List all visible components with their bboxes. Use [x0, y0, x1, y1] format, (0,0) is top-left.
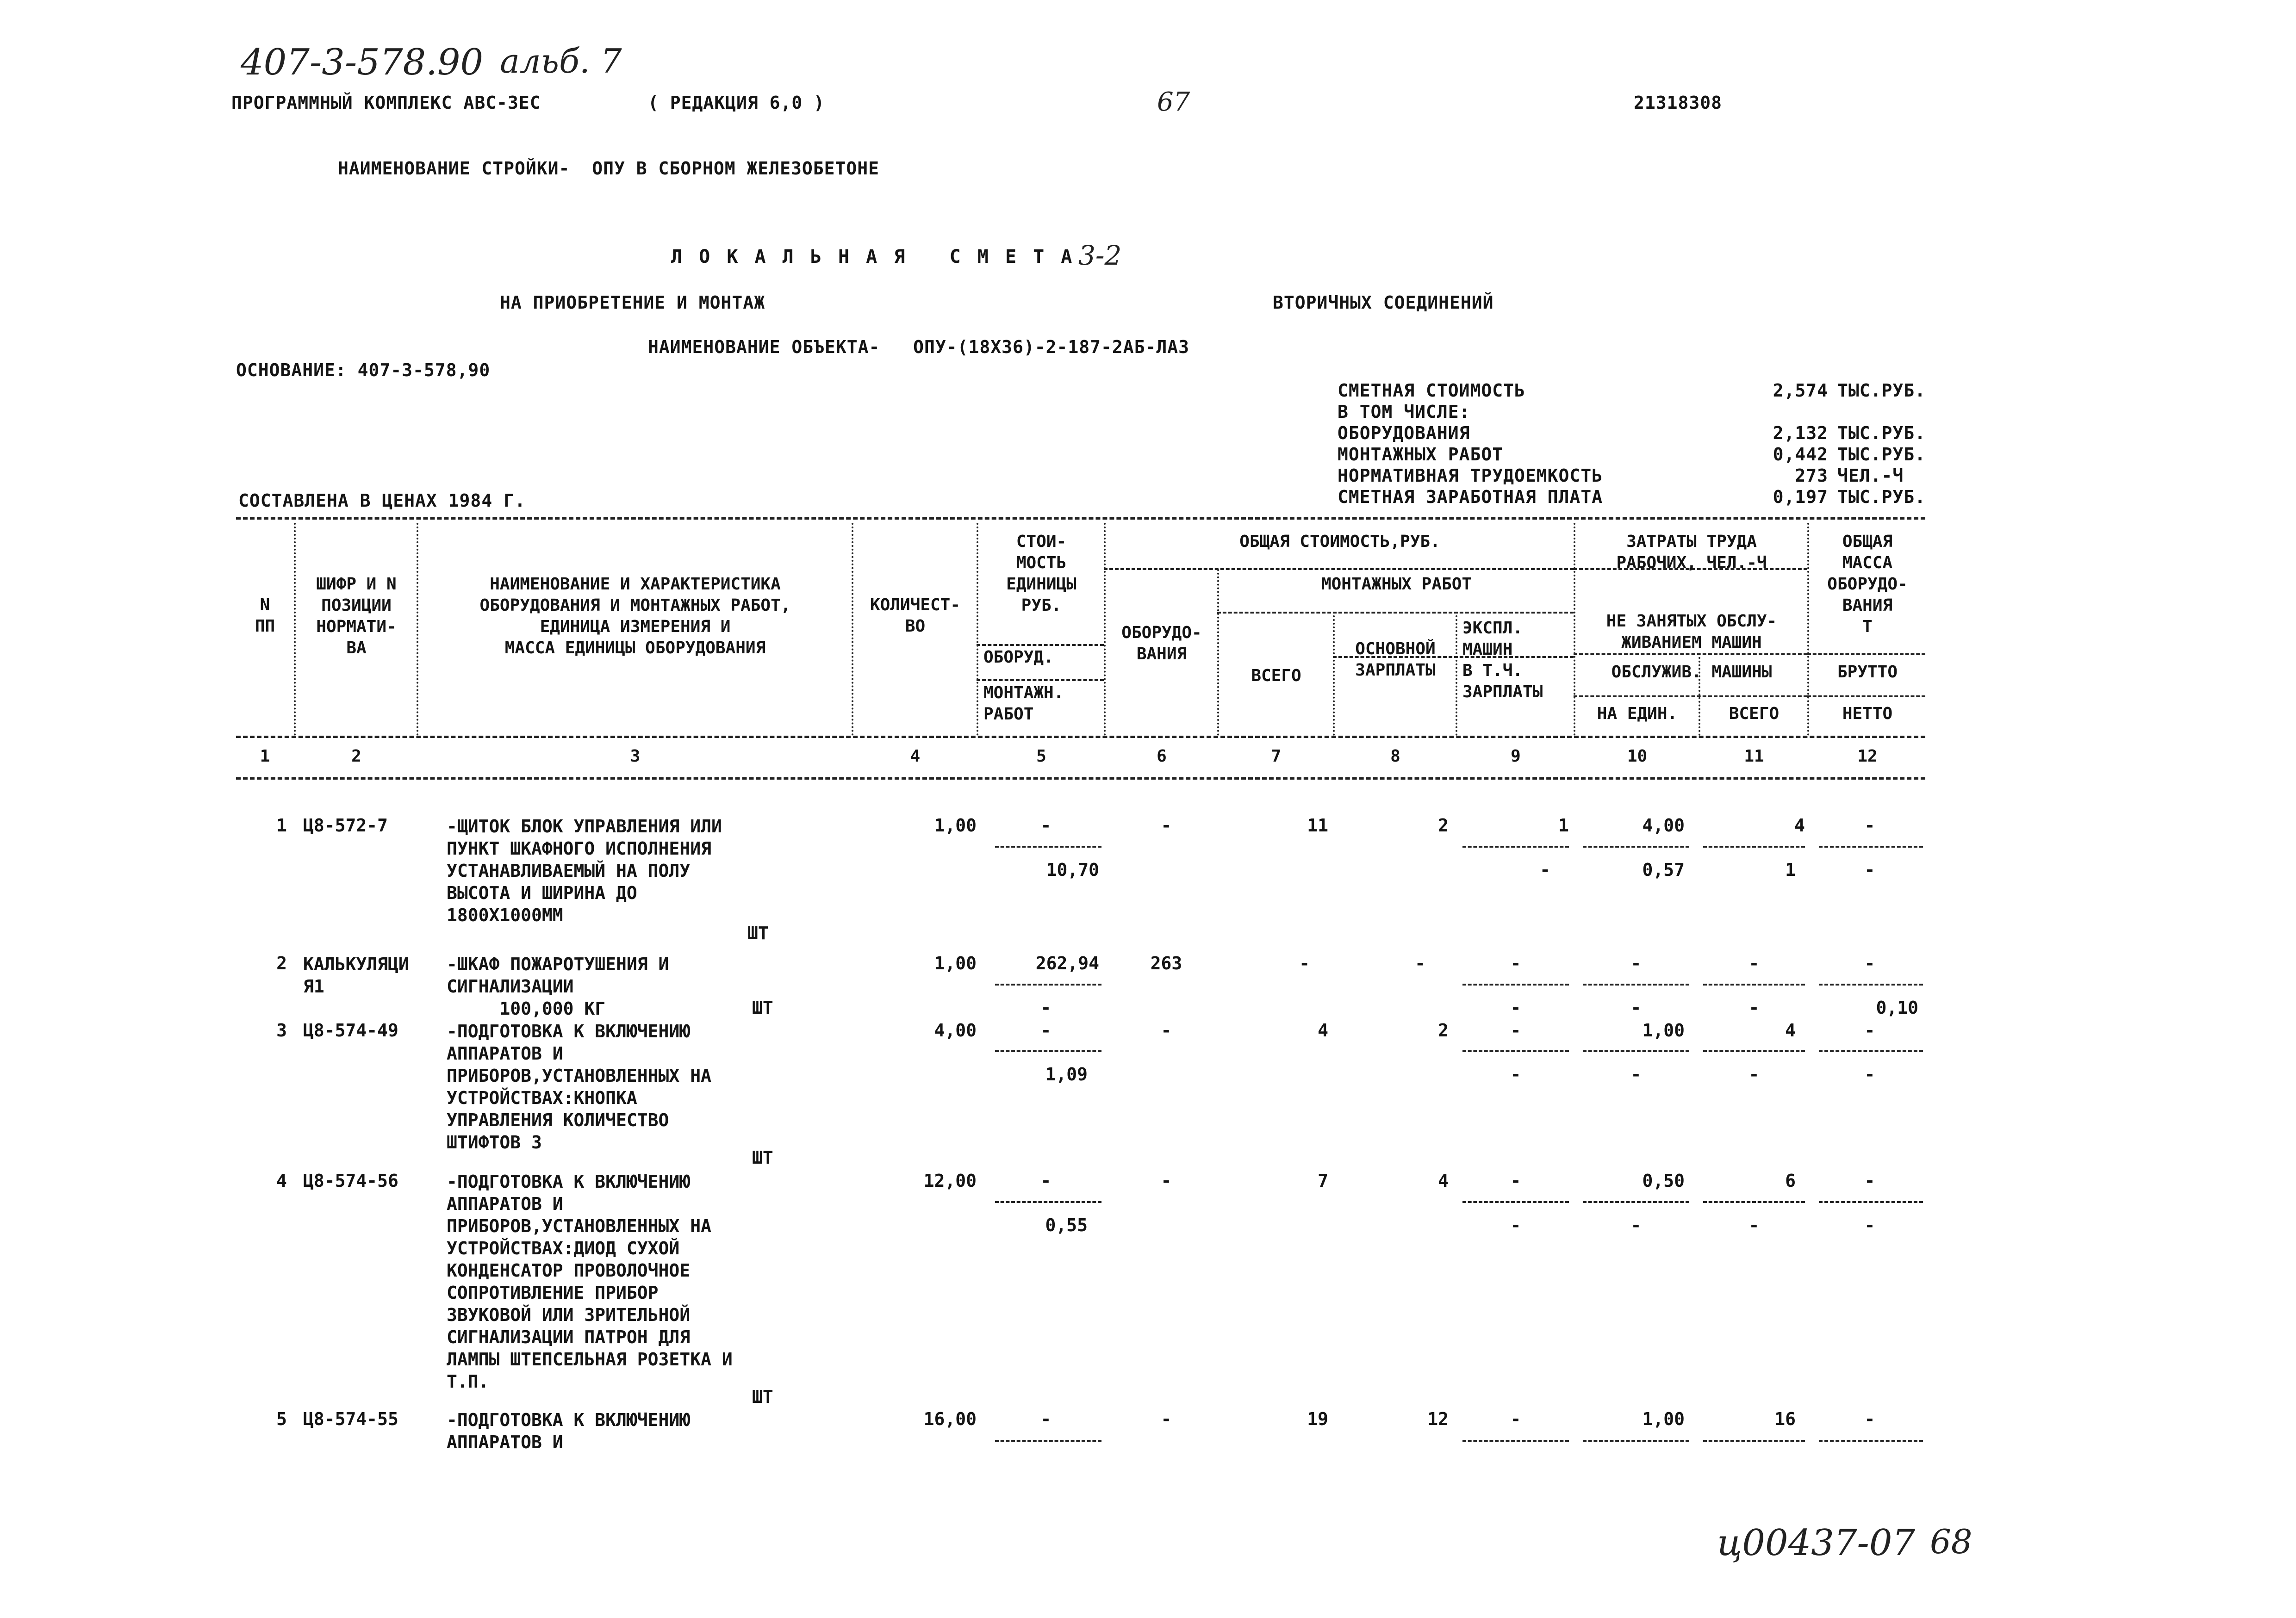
- header-col-1: N ПП: [255, 595, 275, 636]
- row-quantity: 16,00: [923, 1409, 977, 1429]
- purpose-right: ВТОРИЧНЫХ СОЕДИНЕНИЙ: [1273, 292, 1494, 313]
- row-labor-total-machines: -: [1748, 998, 1760, 1018]
- row-machines-salary: -: [1510, 998, 1521, 1018]
- archive-stamp: ц00437-07: [1717, 1522, 1916, 1564]
- cell-divider: [1819, 1440, 1923, 1442]
- row-install-total: 11: [1307, 815, 1328, 836]
- summary-row: СМЕТНАЯ ЗАРАБОТНАЯ ПЛАТА 0,197 ТЫС.РУБ.: [1338, 487, 1926, 507]
- header-col-12-bot: НЕТТО: [1842, 704, 1893, 723]
- cell-divider: [1819, 1201, 1923, 1203]
- row-labor-total: -: [1748, 953, 1760, 973]
- row-unit-cost-install: -: [1040, 998, 1052, 1018]
- cell-divider: [995, 846, 1101, 848]
- cell-divider: [1703, 846, 1805, 848]
- header-subrule: [1574, 653, 1807, 655]
- row-labor-unit: 1,00: [1642, 1409, 1685, 1429]
- cell-divider: [1703, 984, 1805, 986]
- header-subrule: [1807, 653, 1925, 655]
- header-col-5-top: СТОИ- МОСТЬ ЕДИНИЦЫ РУБ.: [1006, 532, 1076, 615]
- row-mass-net: -: [1864, 1215, 1875, 1235]
- row-quantity: 1,00: [934, 815, 977, 836]
- row-install-total: 7: [1318, 1171, 1328, 1191]
- column-separator: [1807, 523, 1809, 736]
- cell-divider: [1703, 1050, 1805, 1052]
- header-subrule: [977, 644, 1104, 646]
- row-mass-net: -: [1864, 860, 1875, 880]
- row-labor-total-machines: 1: [1785, 860, 1796, 880]
- row-base-salary: -: [1415, 953, 1425, 973]
- summary-row: НОРМАТИВНАЯ ТРУДОЕМКОСТЬ 273 ЧЕЛ.-Ч: [1338, 465, 1904, 486]
- header-install-work: МОНТАЖНЫХ РАБОТ: [1321, 575, 1472, 594]
- program-name: ПРОГРАММНЫЙ КОМПЛЕКС АВС-3ЕС: [231, 93, 541, 113]
- column-separator: [1104, 523, 1106, 736]
- document-title: Л О К А Л Ь Н А Я С М Е Т А: [671, 246, 1075, 267]
- row-base-salary: 12: [1427, 1409, 1449, 1429]
- row-unit: ШТ: [752, 1147, 773, 1168]
- purpose-left: НА ПРИОБРЕТЕНИЕ И МОНТАЖ: [500, 292, 765, 313]
- row-number: 1: [276, 815, 287, 836]
- price-basis: СОСТАВЛЕНА В ЦЕНАХ 1984 Г.: [238, 490, 526, 511]
- table-top-rule: [236, 517, 1925, 520]
- summary-row: МОНТАЖНЫХ РАБОТ 0,442 ТЫС.РУБ.: [1338, 444, 1926, 465]
- header-col-12-mid: БРУТТО: [1837, 663, 1898, 682]
- cell-divider: [1703, 1201, 1805, 1203]
- header-col-6: ОБОРУДО- ВАНИЯ: [1121, 623, 1202, 663]
- row-code: Ц8-574-49: [303, 1020, 398, 1041]
- row-machines: -: [1510, 1171, 1521, 1191]
- column-number: 3: [630, 747, 641, 766]
- row-mass-gross: -: [1864, 1171, 1875, 1191]
- sheet-number: 67: [1157, 87, 1190, 117]
- row-equipment-total: 263: [1150, 953, 1182, 973]
- column-number: 6: [1157, 747, 1167, 766]
- column-number: 4: [910, 747, 921, 766]
- row-machines: -: [1510, 1020, 1521, 1041]
- row-number: 4: [276, 1171, 287, 1191]
- handwritten-album: альб. 7: [500, 42, 622, 81]
- header-col-10: НА ЕДИН.: [1597, 704, 1678, 723]
- column-number: 7: [1271, 747, 1282, 766]
- header-labor-sub2: ОБСЛУЖИВ. МАШИНЫ: [1611, 663, 1772, 682]
- cell-divider: [995, 1440, 1101, 1442]
- page-number: 68: [1930, 1522, 1972, 1561]
- column-number: 9: [1511, 747, 1521, 766]
- column-separator: [1456, 615, 1457, 736]
- row-labor-total: 4: [1785, 1020, 1796, 1041]
- row-machines-salary: -: [1540, 860, 1550, 880]
- row-install-total: -: [1299, 953, 1310, 973]
- basis: ОСНОВАНИЕ: 407-3-578,90: [236, 360, 491, 380]
- row-base-salary: 2: [1438, 815, 1449, 836]
- header-col-5-mid: ОБОРУД.: [983, 648, 1054, 667]
- row-machines: -: [1510, 1409, 1521, 1429]
- row-unit-cost-equipment: -: [1040, 815, 1052, 836]
- row-install-total: 19: [1307, 1409, 1328, 1429]
- row-quantity: 12,00: [923, 1171, 977, 1191]
- column-separator: [294, 523, 296, 736]
- column-number-rule: [236, 777, 1925, 780]
- column-number: 2: [351, 747, 361, 766]
- header-col-7: ВСЕГО: [1251, 666, 1301, 685]
- object-name: НАИМЕНОВАНИЕ ОБЪЕКТА- ОПУ-(18Х36)-2-187-2АБ-ЛАЗ: [648, 337, 1190, 357]
- column-number: 11: [1744, 747, 1764, 766]
- row-labor-unit: 0,50: [1642, 1171, 1685, 1191]
- header-subrule: [1104, 568, 1574, 570]
- cell-divider: [1583, 984, 1689, 986]
- row-labor-total-machines: -: [1748, 1215, 1760, 1235]
- row-description: -ЩИТОК БЛОК УПРАВЛЕНИЯ ИЛИ ПУНКТ ШКАФНОГО ИСПОЛНЕНИЯ УСТАНАВЛИВАЕМЫЙ НА ПОЛУ ВЫСОТА И ШИРИНА ДО 1800Х1000ММ: [447, 816, 722, 925]
- column-number: 12: [1857, 747, 1878, 766]
- row-equipment-total: -: [1161, 1171, 1172, 1191]
- row-equipment-total: -: [1161, 1020, 1172, 1041]
- row-labor-total: 6: [1785, 1171, 1796, 1191]
- row-mass-net: -: [1864, 1064, 1875, 1085]
- row-description: -ПОДГОТОВКА К ВКЛЮЧЕНИЮ АППАРАТОВ И ПРИБОРОВ,УСТАНОВЛЕННЫХ НА УСТРОЙСТВАХ:ДИОД СУХОЙ КОНДЕНСАТОР ПРОВОЛОЧНОЕ СОПРОТИВЛЕНИЕ ПРИБОР ЗВУКОВОЙ ИЛИ ЗРИТЕЛЬНОЙ СИГНАЛИЗАЦИИ ПАТРОН ДЛЯ ЛАМПЫ ШТЕПСЕЛЬНАЯ РОЗЕТКА И Т.П.: [447, 1172, 733, 1392]
- column-number: 5: [1036, 747, 1046, 766]
- row-code: Ц8-574-55: [303, 1409, 398, 1429]
- header-col-11: ВСЕГО: [1729, 704, 1780, 723]
- row-machines-salary: -: [1510, 1215, 1521, 1235]
- row-mass-gross: -: [1864, 953, 1875, 973]
- summary-block: [1338, 380, 1948, 508]
- row-unit: ШТ: [752, 998, 773, 1018]
- column-separator: [1217, 569, 1219, 736]
- header-col-2: ШИФР И N ПОЗИЦИИ НОРМАТИ- ВА: [316, 575, 397, 657]
- row-unit-cost-equipment: 262,94: [1035, 953, 1099, 973]
- column-separator: [1574, 523, 1575, 736]
- construction-name: НАИМЕНОВАНИЕ СТРОЙКИ- ОПУ В СБОРНОМ ЖЕЛЕЗОБЕТОНЕ: [338, 158, 880, 179]
- row-unit-cost-install: 1,09: [1045, 1064, 1088, 1085]
- cell-divider: [1462, 1050, 1569, 1052]
- row-mass-gross: -: [1864, 1020, 1875, 1041]
- summary-row: ОБОРУДОВАНИЯ 2,132 ТЫС.РУБ.: [1338, 423, 1926, 443]
- row-labor-unit: -: [1630, 953, 1642, 973]
- row-machines: -: [1510, 953, 1521, 973]
- row-unit-cost-install: 0,55: [1045, 1215, 1088, 1235]
- row-quantity: 1,00: [934, 953, 977, 973]
- column-number: 8: [1390, 747, 1400, 766]
- column-separator: [417, 523, 418, 736]
- row-mass-gross: -: [1864, 1409, 1875, 1429]
- header-bottom-rule: [236, 736, 1925, 738]
- cell-divider: [995, 1050, 1101, 1052]
- header-col-9: ЭКСПЛ. МАШИН В Т.Ч. ЗАРПЛАТЫ: [1462, 619, 1543, 701]
- row-unit-cost-equipment: -: [1040, 1020, 1052, 1041]
- column-separator: [852, 523, 853, 736]
- header-total-cost: ОБЩАЯ СТОИМОСТЬ,РУБ.: [1239, 532, 1440, 551]
- estimate-number: 3-2: [1078, 240, 1122, 271]
- row-unit-cost-equipment: -: [1040, 1171, 1052, 1191]
- row-unit: ШТ: [752, 1387, 773, 1407]
- cell-divider: [995, 984, 1101, 986]
- row-mass-net: 0,10: [1876, 998, 1918, 1018]
- header-subrule: [1217, 612, 1574, 614]
- summary-row: В ТОМ ЧИСЛЕ:: [1338, 402, 1470, 422]
- cell-divider: [1583, 846, 1689, 848]
- row-install-total: 4: [1318, 1020, 1328, 1041]
- row-number: 2: [276, 953, 287, 973]
- row-machines: 1: [1558, 815, 1569, 836]
- row-base-salary: 2: [1438, 1020, 1449, 1041]
- column-number: 1: [260, 747, 270, 766]
- row-code: КАЛЬКУЛЯЦИ Я1: [303, 954, 409, 997]
- header-subrule: [1574, 695, 1807, 697]
- row-unit-cost-install: 10,70: [1046, 860, 1099, 880]
- cell-divider: [1819, 846, 1923, 848]
- header-col-12-top: ОБЩАЯ МАССА ОБОРУДО- ВАНИЯ Т: [1827, 532, 1908, 636]
- row-quantity: 4,00: [934, 1020, 977, 1041]
- edition: ( РЕДАКЦИЯ 6,0 ): [648, 93, 825, 113]
- row-labor-unit: 4,00: [1642, 815, 1685, 836]
- row-labor-unit-machines: -: [1630, 1064, 1642, 1085]
- cell-divider: [1583, 1201, 1689, 1203]
- summary-row: СМЕТНАЯ СТОИМОСТЬ 2,574 ТЫС.РУБ.: [1338, 380, 1926, 401]
- row-labor-total-machines: -: [1748, 1064, 1760, 1085]
- row-equipment-total: -: [1161, 815, 1172, 836]
- row-number: 3: [276, 1020, 287, 1041]
- header-col-4: КОЛИЧЕСТ- ВО: [870, 595, 961, 636]
- header-col-8: ОСНОВНОЙ ЗАРПЛАТЫ: [1355, 639, 1436, 680]
- row-labor-total: 16: [1774, 1409, 1796, 1429]
- header-subrule: [1807, 695, 1925, 697]
- column-separator: [1333, 615, 1335, 736]
- cell-divider: [1462, 1201, 1569, 1203]
- row-labor-unit-machines: -: [1630, 998, 1642, 1018]
- row-unit-cost-equipment: -: [1040, 1409, 1052, 1429]
- row-labor-unit: 1,00: [1642, 1020, 1685, 1041]
- row-description: -ШКАФ ПОЖАРОТУШЕНИЯ И СИГНАЛИЗАЦИИ 100,000 КГ: [447, 954, 669, 1019]
- cell-divider: [1583, 1050, 1689, 1052]
- cell-divider: [1462, 1440, 1569, 1442]
- column-number: 10: [1627, 747, 1648, 766]
- cell-divider: [1703, 1440, 1805, 1442]
- header-col-3: НАИМЕНОВАНИЕ И ХАРАКТЕРИСТИКА ОБОРУДОВАНИЯ И МОНТАЖНЫХ РАБОТ, ЕДИНИЦА ИЗМЕРЕНИЯ И МАССА ЕДИНИЦЫ ОБОРУДОВАНИЯ: [479, 575, 791, 657]
- column-separator: [977, 523, 978, 736]
- cell-divider: [995, 1201, 1101, 1203]
- row-machines-salary: -: [1510, 1064, 1521, 1085]
- header-labor: ЗАТРАТЫ ТРУДА РАБОЧИХ, ЧЕЛ.-Ч: [1616, 532, 1767, 572]
- row-number: 5: [276, 1409, 287, 1429]
- row-base-salary: 4: [1438, 1171, 1449, 1191]
- row-unit: ШТ: [747, 923, 769, 943]
- row-code: Ц8-572-7: [303, 815, 388, 836]
- cell-divider: [1819, 1050, 1923, 1052]
- row-mass-gross: -: [1864, 815, 1875, 836]
- row-labor-unit-machines: 0,57: [1642, 860, 1685, 880]
- handwritten-reference: 407-3-578.90: [241, 42, 484, 83]
- row-labor-unit-machines: -: [1630, 1215, 1642, 1235]
- row-labor-total: 4: [1794, 815, 1805, 836]
- header-col-5-bot: МОНТАЖН. РАБОТ: [983, 683, 1064, 724]
- document-code: 21318308: [1634, 93, 1723, 113]
- row-description: -ПОДГОТОВКА К ВКЛЮЧЕНИЮ АППАРАТОВ И: [447, 1410, 691, 1452]
- cell-divider: [1583, 1440, 1689, 1442]
- header-labor-sub: НЕ ЗАНЯТЫХ ОБСЛУ- ЖИВАНИЕМ МАШИН: [1606, 612, 1777, 652]
- row-code: Ц8-574-56: [303, 1171, 398, 1191]
- header-subrule: [977, 679, 1104, 681]
- cell-divider: [1462, 846, 1569, 848]
- cell-divider: [1819, 984, 1923, 986]
- row-description: -ПОДГОТОВКА К ВКЛЮЧЕНИЮ АППАРАТОВ И ПРИБОРОВ,УСТАНОВЛЕННЫХ НА УСТРОЙСТВАХ:КНОПКА УПРАВЛЕНИЯ КОЛИЧЕСТВО ШТИФТОВ 3: [447, 1021, 711, 1153]
- row-equipment-total: -: [1161, 1409, 1172, 1429]
- cell-divider: [1462, 984, 1569, 986]
